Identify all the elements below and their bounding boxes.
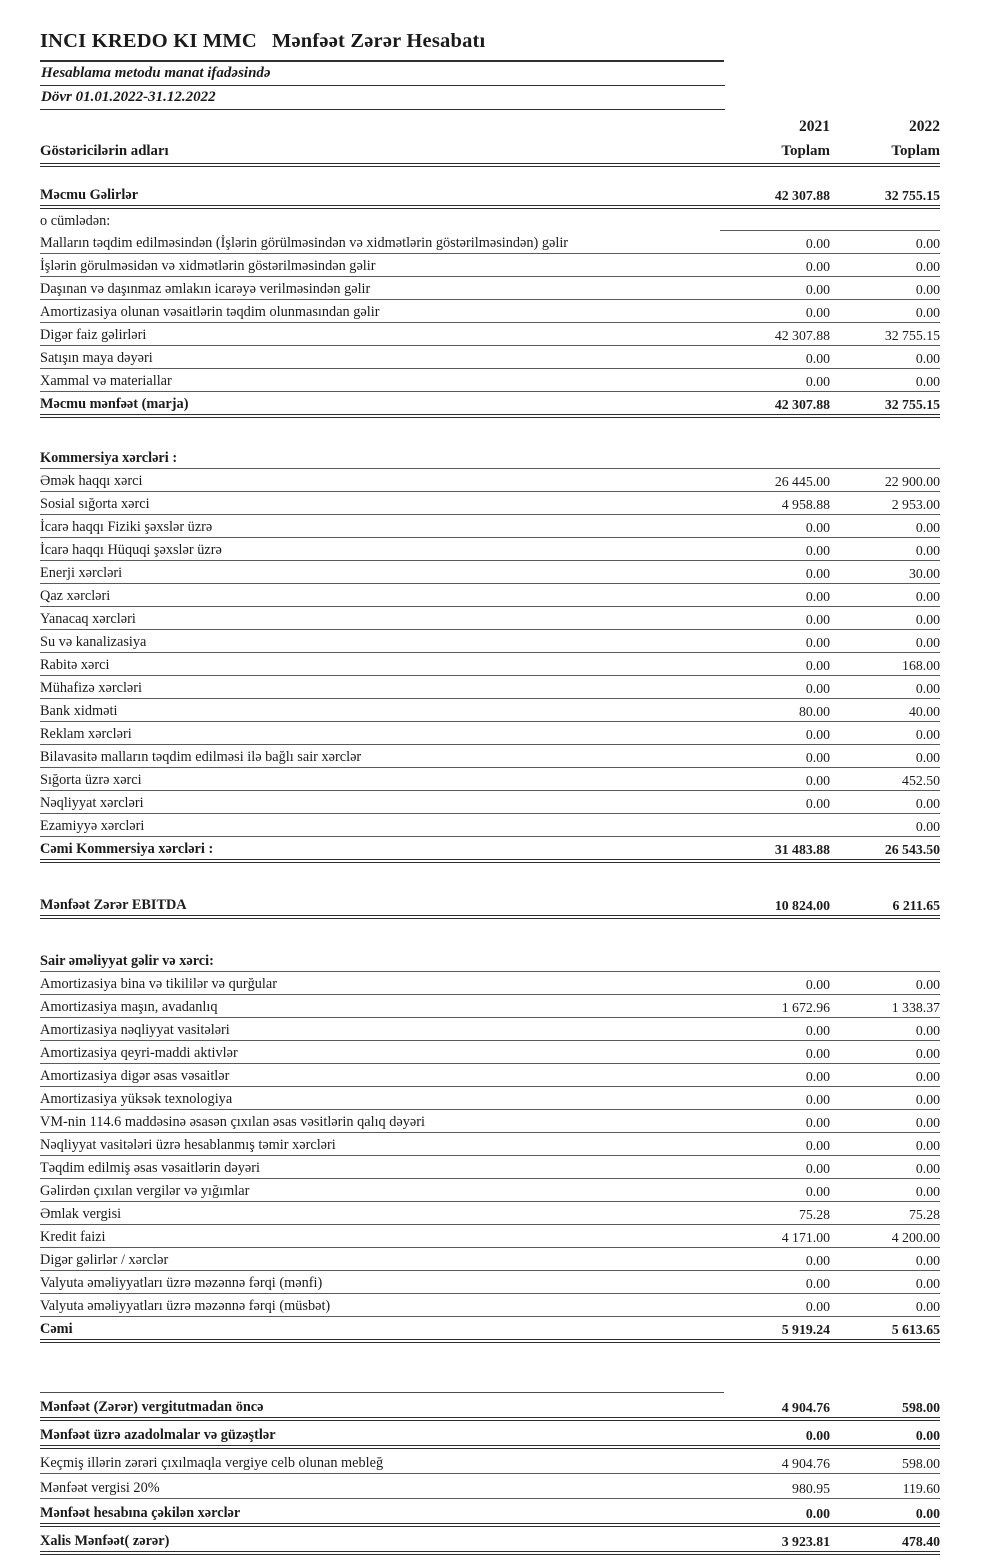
value-2022: 0.00	[915, 1092, 940, 1107]
value-2022: 0.00	[915, 351, 940, 366]
row-label: İcarə haqqı Fiziki şəxslər üzrə	[40, 519, 213, 535]
section-header-row	[40, 949, 940, 972]
value-2021: 5 919.24	[781, 1322, 830, 1337]
table-row	[40, 814, 940, 837]
total-row	[40, 183, 940, 209]
row-label: Mənfəət Zərər EBITDA	[40, 897, 187, 913]
value-2022: 30.00	[908, 566, 940, 581]
value-2022: 0.00	[915, 1506, 940, 1521]
row-label: Yanacaq xərcləri	[40, 611, 136, 627]
value-2022	[830, 970, 940, 971]
row-label: Məcmu mənfəət (marja)	[40, 396, 189, 412]
table-row	[40, 653, 940, 676]
row-label: Əmək haqqı xərci	[40, 473, 143, 489]
table-row	[40, 607, 940, 630]
row-values	[720, 1110, 940, 1132]
row-label: Amortizasiya olunan vəsaitlərin təqdim olunmasından gəlir	[40, 304, 380, 320]
value-2021: 4 171.00	[781, 1230, 830, 1245]
row-label: Su və kanalizasiya	[40, 634, 147, 650]
table-row	[40, 584, 940, 607]
value-2022	[830, 229, 940, 230]
value-2022: 598.00	[902, 1456, 940, 1471]
row-label: Valyuta əməliyyatları üzrə məzənnə fərqi (müsbət)	[40, 1298, 331, 1314]
value-2022: 32 755.15	[884, 328, 940, 343]
document-title	[40, 30, 724, 62]
total-row	[40, 1423, 940, 1449]
row-values	[720, 607, 940, 629]
total-row	[40, 893, 940, 919]
table-row	[40, 1156, 940, 1179]
value-2022: 0.00	[915, 1115, 940, 1130]
row-values	[720, 538, 940, 560]
year-columns-header	[720, 118, 940, 160]
table-row	[40, 995, 940, 1018]
table-body	[40, 183, 940, 1555]
value-2022: 0.00	[915, 374, 940, 389]
row-values	[720, 791, 940, 813]
value-2022: 1 338.37	[891, 1000, 940, 1015]
table-row	[40, 209, 940, 231]
value-2022: 0.00	[915, 1138, 940, 1153]
value-2022: 0.00	[915, 1069, 940, 1084]
table-row	[40, 791, 940, 814]
total-row	[40, 1317, 940, 1343]
value-2022: 0.00	[915, 520, 940, 535]
table-row	[40, 515, 940, 538]
row-label: Mühafizə xərcləri	[40, 680, 143, 696]
row-label: Cəmi Kommersiya xərcləri :	[40, 841, 214, 857]
column-2022-header	[830, 118, 940, 160]
value-2022: 0.00	[915, 796, 940, 811]
value-2021: 3 923.81	[781, 1534, 830, 1549]
row-label: Keçmiş illərin zərəri çıxılmaqla vergiye celb olunan mebleğ	[40, 1455, 384, 1471]
column-2021-header	[720, 118, 830, 160]
value-2022: 0.00	[915, 727, 940, 742]
row-label: Satışın maya dəyəri	[40, 350, 153, 366]
value-2022: 0.00	[915, 1184, 940, 1199]
indicators-column-header: Göstəricilərin adları	[40, 143, 169, 159]
row-values	[720, 722, 940, 744]
value-2022: 40.00	[908, 704, 940, 719]
row-values	[720, 1018, 940, 1040]
value-2022: 0.00	[915, 635, 940, 650]
table-row	[40, 1041, 940, 1064]
value-2021: 0.00	[805, 635, 830, 650]
total-row	[40, 392, 940, 418]
table-row	[40, 676, 940, 699]
row-values	[720, 231, 940, 253]
row-values	[720, 1156, 940, 1178]
row-label: Əmlak vergisi	[40, 1206, 122, 1222]
value-2022: 478.40	[902, 1534, 940, 1549]
table-row	[40, 1087, 940, 1110]
value-2021: 0.00	[805, 727, 830, 742]
value-2022: 0.00	[915, 1046, 940, 1061]
row-label: Cəmi	[40, 1321, 73, 1337]
value-2021: 0.00	[805, 589, 830, 604]
row-label: Bilavasitə malların təqdim edilməsi ilə bağlı sair xərclər	[40, 749, 362, 765]
row-label: Sosial sığorta xərci	[40, 496, 150, 512]
value-2021: 0.00	[805, 681, 830, 696]
value-2021: 0.00	[805, 543, 830, 558]
table-row	[40, 972, 940, 995]
value-2021: 0.00	[805, 977, 830, 992]
value-2022: 0.00	[915, 236, 940, 251]
row-values	[720, 1225, 940, 1247]
table-row	[40, 768, 940, 791]
value-2021: 0.00	[805, 1276, 830, 1291]
row-label: Mənfəət vergisi 20%	[40, 1480, 160, 1496]
row-values	[720, 653, 940, 675]
row-label: Məcmu Gəlirlər	[40, 187, 139, 203]
value-2021	[720, 835, 830, 836]
value-2021: 0.00	[805, 773, 830, 788]
table-row	[40, 1018, 940, 1041]
value-2021: 0.00	[805, 612, 830, 627]
value-2021: 0.00	[805, 658, 830, 673]
value-2021: 0.00	[805, 1161, 830, 1176]
value-2021: 0.00	[805, 1506, 830, 1521]
table-row	[40, 745, 940, 768]
value-2021	[720, 970, 830, 971]
row-label: Mənfəət hesabına çəkilən xərclər	[40, 1505, 241, 1521]
table-row	[40, 231, 940, 254]
value-2021: 0.00	[805, 1115, 830, 1130]
value-2022: 4 200.00	[891, 1230, 940, 1245]
table-row	[40, 1179, 940, 1202]
row-label: Təqdim edilmiş əsas vəsaitlərin dəyəri	[40, 1160, 260, 1176]
table-row	[40, 1202, 940, 1225]
total-row	[40, 1395, 940, 1421]
value-2022: 0.00	[915, 681, 940, 696]
row-label: Malların təqdim edilməsindən (İşlərin görülməsindən və xidmətlərin göstərilməsindən) gəlir	[40, 235, 569, 251]
value-2021: 31 483.88	[774, 842, 830, 857]
row-values	[720, 630, 940, 652]
row-values	[720, 699, 940, 721]
value-2021: 42 307.88	[774, 328, 830, 343]
row-values	[720, 515, 940, 537]
row-values	[720, 1294, 940, 1316]
row-label: Amortizasiya digər əsas vəsaitlər	[40, 1068, 230, 1084]
row-label: Digər gəlirlər / xərclər	[40, 1252, 169, 1268]
table-row	[40, 538, 940, 561]
value-2021: 0.00	[805, 1138, 830, 1153]
table-row	[40, 1451, 940, 1474]
table-row	[40, 1133, 940, 1156]
value-2022: 0.00	[915, 1299, 940, 1314]
row-label: Nəqliyyat vasitələri üzrə hesablanmış təmir xərcləri	[40, 1137, 336, 1153]
value-2022: 75.28	[908, 1207, 940, 1222]
table-row	[40, 630, 940, 653]
value-2022: 26 543.50	[884, 842, 940, 857]
row-values	[720, 1395, 940, 1417]
row-label: İcarə haqqı Hüquqi şəxslər üzrə	[40, 542, 222, 558]
value-2022: 2 953.00	[891, 497, 940, 512]
value-2021: 10 824.00	[774, 898, 830, 913]
value-2021: 42 307.88	[774, 188, 830, 203]
table-row	[40, 561, 940, 584]
row-values	[720, 893, 940, 915]
value-2021: 75.28	[798, 1207, 830, 1222]
value-2021: 4 904.76	[781, 1456, 830, 1471]
row-values	[720, 1423, 940, 1445]
value-2022: 0.00	[915, 259, 940, 274]
value-2022: 0.00	[915, 305, 940, 320]
row-label: Digər faiz gəlirləri	[40, 327, 147, 343]
value-2021: 0.00	[805, 796, 830, 811]
row-label: Amortizasiya yüksək texnologiya	[40, 1091, 233, 1107]
row-values	[720, 1087, 940, 1109]
table-row	[40, 1294, 940, 1317]
value-2021: 0.00	[805, 305, 830, 320]
row-label: Amortizasiya nəqliyyat vasitələri	[40, 1022, 230, 1038]
row-values	[720, 469, 940, 491]
value-2021: 0.00	[805, 566, 830, 581]
row-values	[720, 814, 940, 836]
row-values	[720, 1451, 940, 1473]
row-values	[720, 323, 940, 345]
value-2021: 0.00	[805, 282, 830, 297]
toplam-2021-label: Toplam	[781, 143, 830, 159]
table-row	[40, 369, 940, 392]
row-label: Xammal və materiallar	[40, 373, 172, 389]
value-2021: 80.00	[798, 704, 830, 719]
value-2021: 0.00	[805, 1299, 830, 1314]
value-2022: 0.00	[915, 1161, 940, 1176]
row-label: Ezamiyyə xərcləri	[40, 818, 145, 834]
value-2022: 0.00	[915, 750, 940, 765]
value-2021: 0.00	[805, 351, 830, 366]
row-values	[720, 183, 940, 205]
row-values	[720, 1133, 940, 1155]
total-row	[40, 837, 940, 863]
value-2021: 0.00	[805, 1092, 830, 1107]
value-2022: 22 900.00	[884, 474, 940, 489]
table-row	[40, 277, 940, 300]
period-line: Dövr 01.01.2022-31.12.2022	[40, 86, 725, 110]
value-2022: 0.00	[915, 819, 940, 834]
value-2021: 4 904.76	[781, 1400, 830, 1415]
table-row	[40, 1064, 940, 1087]
row-label: Amortizasiya bina və tikililər və qurğular	[40, 976, 278, 992]
row-values	[720, 209, 940, 231]
row-label: Mənfəət üzrə azadolmalar və güzəştlər	[40, 1427, 276, 1443]
row-label: Sair əməliyyat gəlir və xərci:	[40, 953, 214, 969]
method-line: Hesablama metodu manat ifadəsində	[40, 62, 725, 86]
table-row	[40, 469, 940, 492]
row-values	[720, 768, 940, 790]
row-label: Sığorta üzrə xərci	[40, 772, 142, 788]
value-2021: 42 307.88	[774, 397, 830, 412]
value-2022: 452.50	[902, 773, 940, 788]
value-2022: 598.00	[902, 1400, 940, 1415]
value-2021: 0.00	[805, 259, 830, 274]
table-column-header	[40, 118, 940, 167]
row-label: Amortizasiya qeyri-maddi aktivlər	[40, 1045, 238, 1061]
total-row	[40, 1529, 940, 1555]
value-2022: 119.60	[902, 1481, 940, 1496]
value-2022: 0.00	[915, 1253, 940, 1268]
table-row	[40, 1476, 940, 1499]
row-label: o cümlədən:	[40, 213, 111, 229]
value-2021: 0.00	[805, 750, 830, 765]
row-values	[720, 1202, 940, 1224]
value-2021: 1 672.96	[781, 1000, 830, 1015]
value-2021: 4 958.88	[781, 497, 830, 512]
row-label: Qaz xərcləri	[40, 588, 111, 604]
row-values	[720, 300, 940, 322]
value-2022: 0.00	[915, 1428, 940, 1443]
row-label: Xalis Mənfəət( zərər)	[40, 1533, 170, 1549]
value-2021: 0.00	[805, 1428, 830, 1443]
row-label: VM-nin 114.6 maddəsinə əsasən çıxılan əsas vəsitlərin qalıq dəyəri	[40, 1114, 425, 1130]
table-row	[40, 346, 940, 369]
table-row	[40, 1271, 940, 1294]
row-label: Valyuta əməliyyatları üzrə məzənnə fərqi (mənfi)	[40, 1275, 323, 1291]
value-2022: 6 211.65	[892, 898, 940, 913]
row-values	[720, 745, 940, 767]
row-label: Gəlirdən çıxılan vergilər və yığımlar	[40, 1183, 250, 1199]
value-2021	[720, 229, 830, 230]
value-2022	[830, 467, 940, 468]
table-row	[40, 699, 940, 722]
row-label: Mənfəət (Zərər) vergitutmadan öncə	[40, 1399, 264, 1415]
row-values	[720, 972, 940, 994]
row-values	[720, 949, 940, 971]
row-label: Amortizasiya maşın, avadanlıq	[40, 999, 218, 1015]
table-row	[40, 1110, 940, 1133]
year-2021-label: 2021	[799, 118, 830, 135]
row-label: İşlərin görulməsidən və xidmətlərin göstərilməsindən gəlir	[40, 258, 376, 274]
row-values	[720, 254, 940, 276]
value-2022: 0.00	[915, 977, 940, 992]
row-values	[720, 277, 940, 299]
value-2021: 0.00	[805, 1184, 830, 1199]
value-2022: 5 613.65	[891, 1322, 940, 1337]
row-values	[720, 1501, 940, 1523]
table-row	[40, 323, 940, 346]
row-label: Enerji xərcləri	[40, 565, 123, 581]
row-values	[720, 837, 940, 859]
value-2021: 980.95	[792, 1481, 830, 1496]
row-values	[720, 676, 940, 698]
value-2022: 32 755.15	[884, 397, 940, 412]
row-values	[720, 392, 940, 414]
section-header-row	[40, 446, 940, 469]
value-2021: 0.00	[805, 1069, 830, 1084]
value-2021: 26 445.00	[774, 474, 830, 489]
row-values	[720, 446, 940, 468]
row-label: Bank xidməti	[40, 703, 118, 719]
row-values	[720, 346, 940, 368]
row-values	[720, 995, 940, 1017]
row-label: Daşınan və daşınmaz əmlakın icarəyə verilməsindən gəlir	[40, 281, 371, 297]
company-name: INCI KREDO KI MMC	[40, 30, 257, 52]
row-values	[720, 1248, 940, 1270]
table-row	[40, 1225, 940, 1248]
value-2021: 0.00	[805, 1023, 830, 1038]
table-row	[40, 300, 940, 323]
table-row	[40, 492, 940, 515]
row-values	[720, 1271, 940, 1293]
value-2022: 0.00	[915, 282, 940, 297]
value-2021: 0.00	[805, 236, 830, 251]
row-values	[720, 1317, 940, 1339]
row-values	[720, 1476, 940, 1498]
report-title: Mənfəət Zərər Hesabatı	[271, 30, 486, 52]
value-2022: 0.00	[915, 543, 940, 558]
value-2021: 0.00	[805, 520, 830, 535]
row-label: Kommersiya xərcləri :	[40, 450, 178, 466]
table-row	[40, 722, 940, 745]
value-2022: 0.00	[915, 1023, 940, 1038]
value-2022: 0.00	[915, 1276, 940, 1291]
row-values	[720, 584, 940, 606]
value-2022: 0.00	[915, 612, 940, 627]
table-row	[40, 1248, 940, 1271]
row-values	[720, 492, 940, 514]
row-values	[720, 1179, 940, 1201]
row-label: Kredit faizi	[40, 1229, 106, 1245]
value-2021: 0.00	[805, 374, 830, 389]
value-2022: 168.00	[902, 658, 940, 673]
value-2021	[720, 467, 830, 468]
value-2021: 0.00	[805, 1046, 830, 1061]
row-values	[720, 561, 940, 583]
total-row	[40, 1501, 940, 1527]
table-row	[40, 254, 940, 277]
toplam-2022-label: Toplam	[891, 143, 940, 159]
row-values	[720, 1041, 940, 1063]
year-2022-label: 2022	[909, 118, 940, 135]
row-label: Rabitə xərci	[40, 657, 110, 673]
value-2022: 32 755.15	[884, 188, 940, 203]
row-label: Reklam xərcləri	[40, 726, 132, 742]
row-values	[720, 369, 940, 391]
row-values	[720, 1064, 940, 1086]
value-2021: 0.00	[805, 1253, 830, 1268]
row-label: Nəqliyyat xərcləri	[40, 795, 144, 811]
value-2022: 0.00	[915, 589, 940, 604]
row-values	[720, 1529, 940, 1551]
